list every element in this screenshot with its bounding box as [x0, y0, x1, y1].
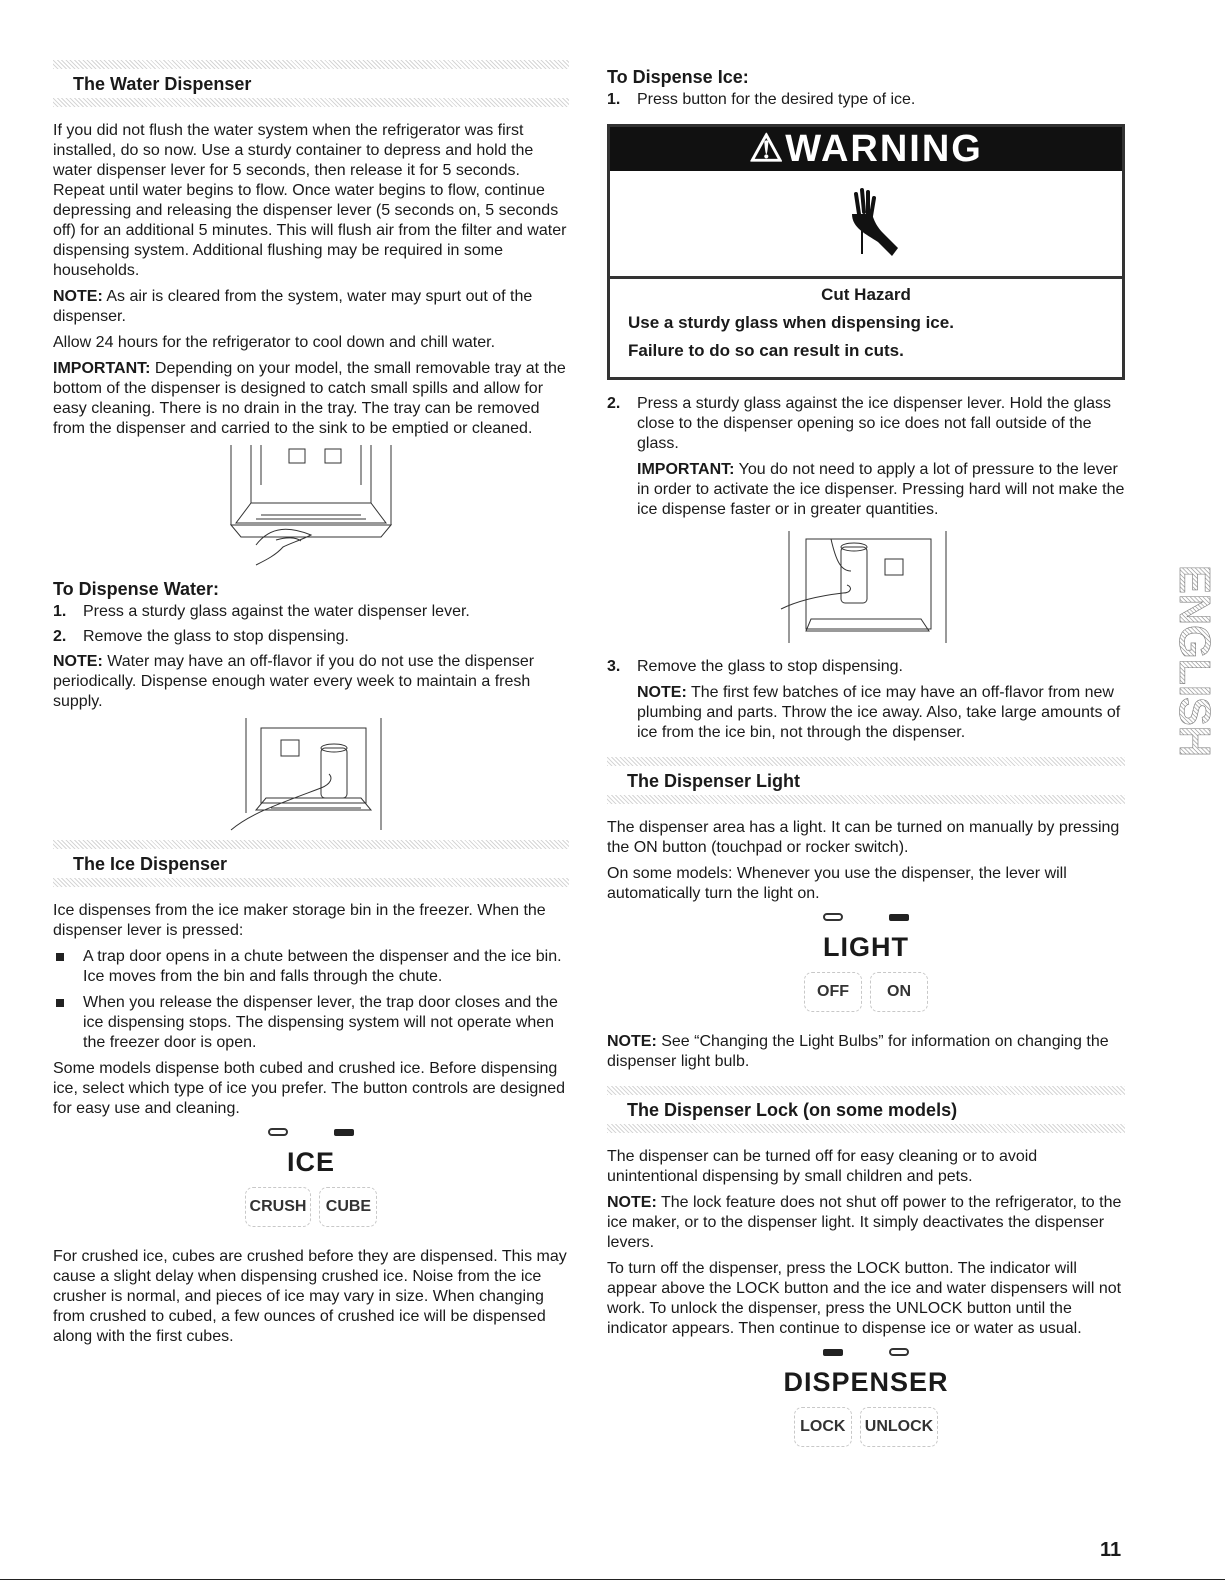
note-text: The first few batches of ice may have an off-flavor from new plumbing and parts. Throw the ice away. Also, take large amounts of ice from the ice bin, not through the dispenser. [637, 684, 1121, 741]
step-text: Press a sturdy glass against the water dispenser lever. [83, 603, 470, 620]
language-tab [1140, 565, 1219, 761]
panel-title: ICE [286, 1147, 335, 1177]
warning-line: Failure to do so can result in cuts. [628, 341, 904, 360]
paragraph: On some models: Whenever you use the dispenser, the lever will automatically turn the light on. [607, 865, 1067, 902]
note-paragraph [607, 1193, 1125, 1253]
warning-header [610, 127, 1122, 171]
cut-hand-icon [826, 184, 906, 264]
bottom-rule [0, 1579, 1225, 1580]
bullet-item [53, 947, 569, 987]
note-text: The lock feature does not shut off power to the refrigerator, to the ice maker, or to the dispenser light. It simply deactivates the dispenser levers. [607, 1194, 1122, 1251]
step-text: Press a sturdy glass against the ice dispenser lever. Hold the glass close to the dispenser opening so ice does not fall outside of the glass. [637, 395, 1112, 452]
indicator-on-icon [334, 1129, 354, 1136]
section-header-dispenser-light [607, 757, 1125, 804]
paragraph: If you did not flush the water system when the refrigerator was first installed, do so now. Use a sturdy container to depress and hold the water dispenser lever for 5 seconds, then release it for 5 seconds. Repeat until water begins to flow. Once water begins to flow, continue depressing and releasing the dispenser lever (5 seconds on, 5 seconds off) for an additional 5 minutes. This will flush air from the filter and water dispensing system. Additional flushing may be required in some households. [53, 122, 567, 279]
section-title: The Dispenser Light [627, 771, 801, 791]
step-item [607, 394, 1125, 526]
subheading-dispense-ice: To Dispense Ice: [607, 67, 749, 87]
bullet-icon [56, 953, 64, 961]
step-number: 3. [607, 658, 621, 675]
step-text: Remove the glass to stop dispensing. [83, 628, 349, 645]
light-control-panel [607, 910, 1125, 1012]
step-item [53, 627, 569, 647]
dispenser-lock-panel [607, 1345, 1125, 1447]
note-label: NOTE: [53, 288, 103, 305]
left-column [53, 60, 569, 1353]
section-header-water-dispenser [53, 60, 569, 107]
important-label: IMPORTANT: [637, 461, 735, 478]
ice-dispensing-illustration [781, 531, 951, 649]
paragraph: Allow 24 hours for the refrigerator to cool down and chill water. [53, 334, 496, 351]
paragraph: Ice dispenses from the ice maker storage bin in the freezer. When the dispenser lever is pressed: [53, 902, 546, 939]
step-number: 1. [607, 91, 621, 108]
important-text: Depending on your model, the small removable tray at the bottom of the dispenser is designed to catch small spills and allow for easy cleaning. There is no drain in the tray. The tray can be removed from the dispenser and carried to the sink to be emptied or cleaned. [53, 360, 566, 437]
note-text: See “Changing the Light Bulbs” for information on changing the dispenser light bulb. [607, 1033, 1109, 1070]
important-paragraph [637, 460, 1125, 520]
paragraph: The dispenser can be turned off for easy cleaning or to avoid unintentional dispensing by small children and pets. [607, 1148, 1038, 1185]
crush-button[interactable]: CRUSH [245, 1187, 312, 1227]
paragraph: To turn off the dispenser, press the LOCK button. The indicator will appear above the LOCK button and the ice and water dispensers will not work. To unlock the dispenser, press the UNLOCK button until the indicator appears. Then continue to dispense ice or water as usual. [607, 1260, 1122, 1337]
bullet-icon [56, 999, 64, 1007]
language-tab-label: ENGLISH [1170, 565, 1219, 761]
paragraph: For crushed ice, cubes are crushed before they are dispensed. This may cause a slight delay when dispensing crushed ice. Noise from the ice crusher is normal, and pieces of ice may vary in size. When changing from crushed to cubed, a few ounces of crushed ice will be dispensed along with the first cubes. [53, 1248, 567, 1345]
section-title: The Water Dispenser [73, 74, 252, 94]
paragraph: Some models dispense both cubed and crushed ice. Before dispensing ice, select which type of ice you prefer. The button controls are designed for easy use and cleaning. [53, 1060, 565, 1117]
warning-box [607, 124, 1125, 380]
paragraph: The dispenser area has a light. It can be turned on manually by pressing the ON button (touchpad or rocker switch). [607, 819, 1120, 856]
note-label: NOTE: [607, 1033, 657, 1050]
step-item [607, 90, 1125, 110]
light-off-button[interactable]: OFF [804, 972, 862, 1012]
tray-removal-illustration [221, 445, 401, 570]
step-text: Press button for the desired type of ice. [637, 91, 916, 108]
cube-button[interactable]: CUBE [319, 1187, 377, 1227]
page-number: 11 [1100, 1539, 1122, 1561]
water-dispensing-illustration [221, 718, 401, 830]
step-number: 2. [53, 628, 67, 645]
indicator-on-icon [889, 914, 909, 921]
step-number: 2. [607, 395, 621, 412]
note-paragraph [637, 683, 1125, 743]
section-title: The Dispenser Lock (on some models) [627, 1100, 958, 1120]
step-number: 1. [53, 603, 67, 620]
note-paragraph [53, 652, 569, 712]
light-on-button[interactable]: ON [870, 972, 928, 1012]
indicator-off-icon [889, 1348, 909, 1356]
important-paragraph [53, 359, 569, 439]
right-column [607, 66, 1125, 1467]
note-label: NOTE: [53, 653, 103, 670]
note-label: NOTE: [607, 1194, 657, 1211]
section-header-dispenser-lock [607, 1086, 1125, 1133]
bullet-item [53, 993, 569, 1053]
note-text: Water may have an off-flavor if you do not use the dispenser periodically. Dispense enough water every week to maintain a fresh supply. [53, 653, 535, 710]
step-text: Remove the glass to stop dispensing. [637, 658, 903, 675]
indicator-on-icon [823, 1349, 843, 1356]
step-item [53, 602, 569, 622]
warning-line: Use a sturdy glass when dispensing ice. [628, 313, 954, 332]
warning-title: WARNING [785, 128, 983, 170]
section-title: The Ice Dispenser [73, 854, 228, 874]
note-paragraph [607, 1032, 1125, 1072]
step-item [607, 657, 1125, 749]
ice-control-panel [53, 1125, 569, 1227]
note-label: NOTE: [637, 684, 687, 701]
important-text: You do not need to apply a lot of pressure to the lever in order to activate the ice dispenser. Pressing hard will not make the ice dispense faster or in greater quantities. [637, 461, 1125, 518]
panel-title: DISPENSER [783, 1367, 949, 1397]
unlock-button[interactable]: UNLOCK [860, 1407, 938, 1447]
warning-triangle-icon: ⚠ [749, 128, 786, 170]
panel-title: LIGHT [823, 932, 909, 962]
subheading-dispense-water: To Dispense Water: [53, 579, 220, 599]
bullet-text: A trap door opens in a chute between the dispenser and the ice bin. Ice moves from the bin and falls through the chute. [83, 948, 562, 985]
indicator-off-icon [268, 1128, 288, 1136]
hazard-title: Cut Hazard [821, 285, 911, 304]
note-paragraph [53, 287, 569, 327]
indicator-off-icon [823, 913, 843, 921]
section-header-ice-dispenser [53, 840, 569, 887]
lock-button[interactable]: LOCK [794, 1407, 852, 1447]
note-text: As air is cleared from the system, water may spurt out of the dispenser. [53, 288, 533, 325]
bullet-text: When you release the dispenser lever, the trap door closes and the ice dispensing stops. The dispensing system will not operate when the freezer door is open. [83, 994, 558, 1051]
important-label: IMPORTANT: [53, 360, 151, 377]
